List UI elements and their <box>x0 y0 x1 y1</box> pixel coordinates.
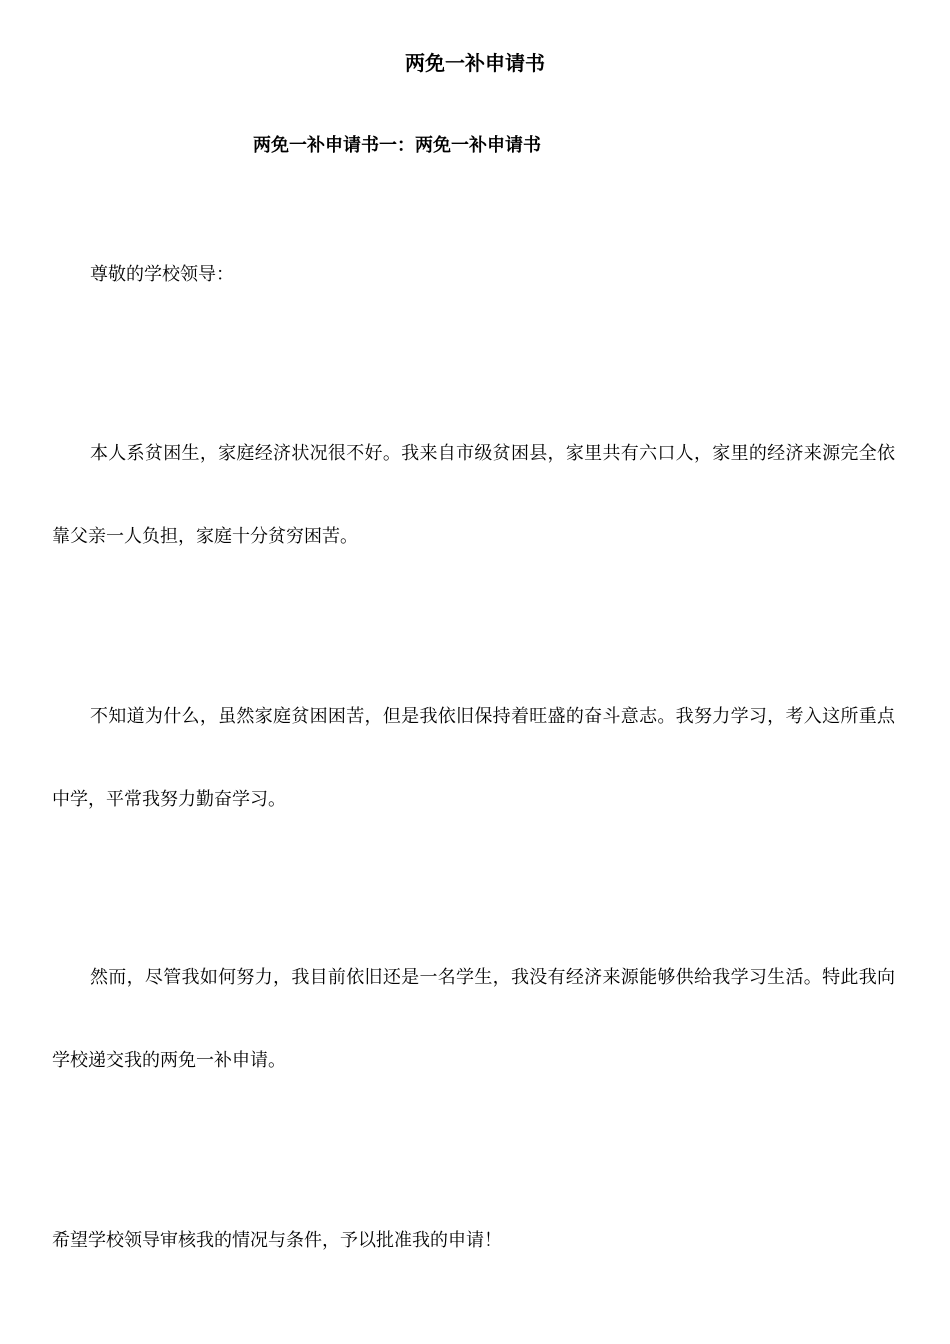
document-subtitle: 两免一补申请书一：两免一补申请书 <box>253 135 541 156</box>
document-title: 两免一补申请书 <box>405 51 545 75</box>
closing-line: 希望学校领导审核我的情况与条件，予以批准我的申请！ <box>52 1230 502 1251</box>
body-paragraph-1: 本人系贫困生，家庭经济状况很不好。我来自市级贫困县，家里共有六口人，家里的经济来源完全依靠父亲一人负担，家庭十分贫穷困苦。 <box>52 443 895 547</box>
body-paragraph-3: 然而，尽管我如何努力，我目前依旧还是一名学生，我没有经济来源能够供给我学习生活。特此我向学校递交我的两免一补申请。 <box>52 967 895 1071</box>
body-paragraph-2: 不知道为什么，虽然家庭贫困困苦，但是我依旧保持着旺盛的奋斗意志。我努力学习，考入这所重点中学，平常我努力勤奋学习。 <box>52 706 895 810</box>
salutation: 尊敬的学校领导： <box>90 264 234 285</box>
